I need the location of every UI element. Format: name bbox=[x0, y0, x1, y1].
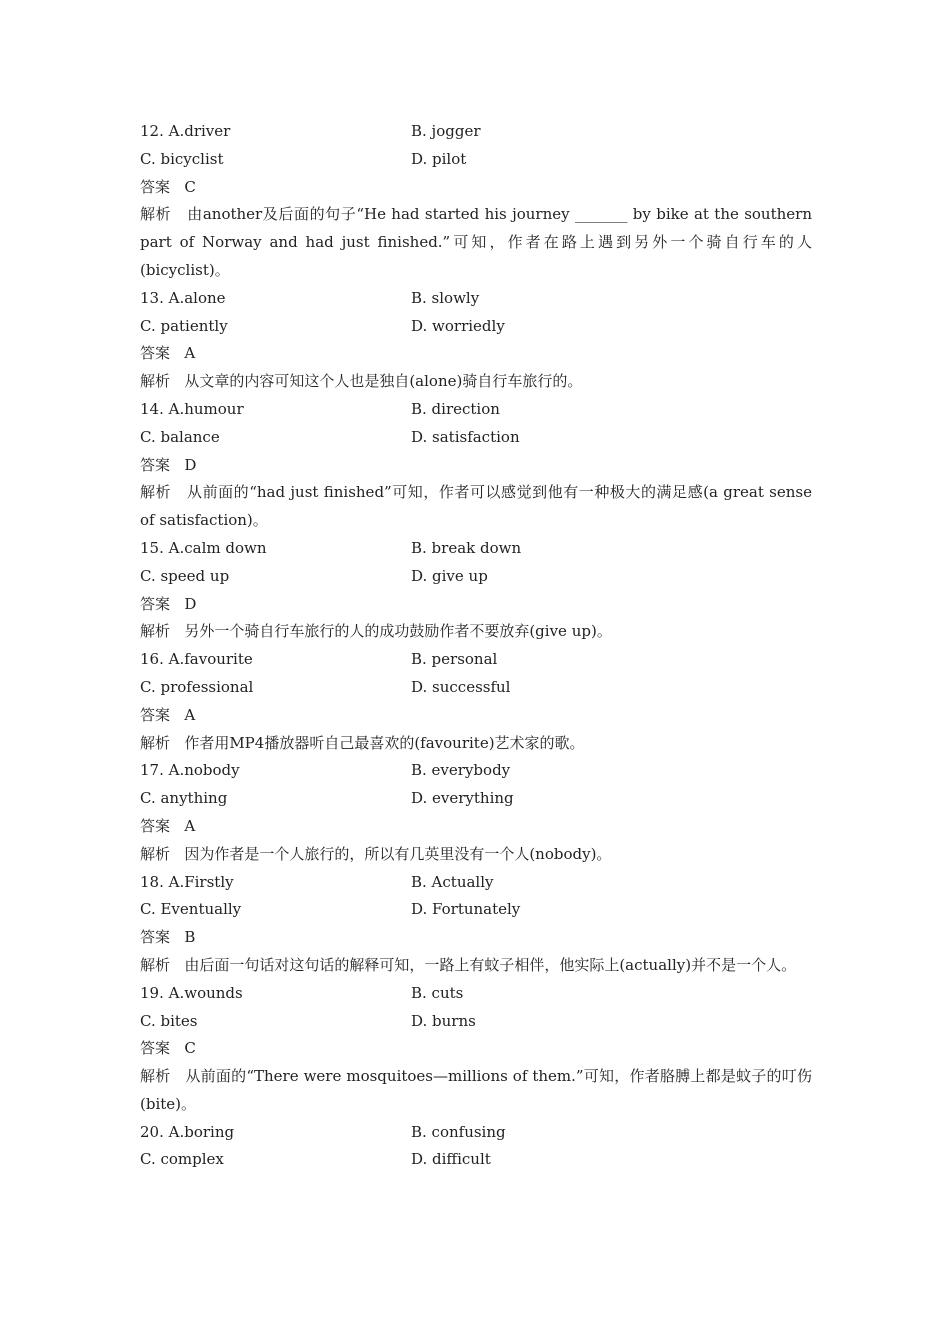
explanation bbox=[140, 201, 812, 284]
answer-line bbox=[140, 452, 812, 480]
explanation-text: 从前面的“had just finished”可知，作者可以感觉到他有一种极大的满足感(a great sense of satisfaction)。 bbox=[140, 483, 812, 530]
explanation-label: 解析 bbox=[140, 372, 171, 391]
option-d: D. difficult bbox=[411, 1150, 491, 1169]
answer-value: A bbox=[184, 344, 196, 363]
answer-value: B bbox=[184, 928, 196, 947]
option-row bbox=[140, 285, 812, 313]
answer-line bbox=[140, 924, 812, 952]
option-d: D. worriedly bbox=[411, 316, 505, 335]
option-d: D. Fortunately bbox=[411, 900, 521, 919]
explanation-label: 解析 bbox=[140, 622, 171, 641]
explanation-text: 由another及后面的句子“He had started his journey _______ by bike at the southern part of Norway and had just finished.”可知，作者在路上遇到另外一个骑自行车的人(bicyclist)。 bbox=[140, 205, 812, 279]
answer-label: 答案 bbox=[140, 928, 171, 947]
option-b: B. confusing bbox=[411, 1122, 506, 1141]
option-b: B. personal bbox=[411, 650, 498, 669]
answer-value: C bbox=[184, 177, 196, 196]
option-row bbox=[140, 757, 812, 785]
question-block bbox=[140, 535, 812, 646]
option-a: 16. A.favourite bbox=[140, 650, 253, 669]
option-row bbox=[140, 896, 812, 924]
option-c: C. anything bbox=[140, 789, 228, 808]
option-a: 19. A.wounds bbox=[140, 983, 243, 1002]
question-block bbox=[140, 869, 812, 980]
option-d: D. pilot bbox=[411, 149, 467, 168]
option-row bbox=[140, 1146, 812, 1174]
answer-value: D bbox=[184, 455, 197, 474]
question-block bbox=[140, 285, 812, 396]
explanation bbox=[140, 841, 812, 869]
answer-line bbox=[140, 813, 812, 841]
option-row bbox=[140, 869, 812, 897]
answer-label: 答案 bbox=[140, 455, 171, 474]
option-c: C. bites bbox=[140, 1011, 198, 1030]
question-block bbox=[140, 646, 812, 757]
option-a: 15. A.calm down bbox=[140, 538, 267, 557]
explanation bbox=[140, 479, 812, 535]
answer-line bbox=[140, 340, 812, 368]
option-c: C. speed up bbox=[140, 566, 230, 585]
answer-value: D bbox=[184, 594, 197, 613]
explanation-label: 解析 bbox=[140, 733, 171, 752]
option-b: B. everybody bbox=[411, 761, 511, 780]
option-row bbox=[140, 424, 812, 452]
explanation bbox=[140, 952, 812, 980]
answer-label: 答案 bbox=[140, 344, 171, 363]
explanation-label: 解析 bbox=[140, 844, 171, 863]
answer-label: 答案 bbox=[140, 705, 171, 724]
explanation-text: 作者用MP4播放器听自己最喜欢的(favourite)艺术家的歌。 bbox=[184, 733, 585, 752]
option-a: 14. A.humour bbox=[140, 399, 244, 418]
explanation-text: 从文章的内容可知这个人也是独自(alone)骑自行车旅行的。 bbox=[184, 372, 583, 391]
question-block bbox=[140, 118, 812, 285]
option-d: D. satisfaction bbox=[411, 427, 520, 446]
question-block bbox=[140, 396, 812, 535]
option-a: 20. A.boring bbox=[140, 1122, 235, 1141]
explanation-label: 解析 bbox=[140, 955, 171, 974]
explanation-text: 从前面的“There were mosquitoes—millions of them.”可知，作者胳膊上都是蚊子的叮伤(bite)。 bbox=[140, 1067, 812, 1113]
option-b: B. break down bbox=[411, 538, 522, 557]
answer-label: 答案 bbox=[140, 816, 171, 835]
explanation bbox=[140, 368, 812, 396]
explanation bbox=[140, 1063, 812, 1119]
option-b: B. cuts bbox=[411, 983, 464, 1002]
answer-line bbox=[140, 1035, 812, 1063]
explanation-text: 另外一个骑自行车旅行的人的成功鼓励作者不要放弃(give up)。 bbox=[184, 622, 612, 641]
option-a: 12. A.driver bbox=[140, 122, 231, 140]
option-row bbox=[140, 535, 812, 563]
explanation-text: 由后面一句话对这句话的解释可知，一路上有蚊子相伴，他实际上(actually)并不是一个人。 bbox=[184, 955, 797, 974]
answer-label: 答案 bbox=[140, 177, 171, 196]
option-row bbox=[140, 980, 812, 1008]
option-d: D. give up bbox=[411, 566, 488, 585]
explanation bbox=[140, 730, 812, 758]
answer-value: A bbox=[184, 705, 196, 724]
option-a: 13. A.alone bbox=[140, 288, 226, 307]
answer-value: C bbox=[184, 1039, 196, 1058]
question-block bbox=[140, 980, 812, 1119]
answer-value: A bbox=[184, 816, 196, 835]
option-d: D. everything bbox=[411, 789, 514, 808]
option-row bbox=[140, 646, 812, 674]
option-c: C. patiently bbox=[140, 316, 228, 335]
option-row bbox=[140, 563, 812, 591]
option-row bbox=[140, 396, 812, 424]
option-c: C. professional bbox=[140, 677, 254, 696]
option-b: B. jogger bbox=[411, 122, 481, 140]
explanation bbox=[140, 618, 812, 646]
option-c: C. Eventually bbox=[140, 900, 242, 919]
option-c: C. complex bbox=[140, 1150, 224, 1169]
explanation-text: 因为作者是一个人旅行的，所以有几英里没有一个人(nobody)。 bbox=[184, 844, 612, 863]
option-row bbox=[140, 146, 812, 174]
question-block bbox=[140, 757, 812, 868]
document-page bbox=[140, 118, 812, 1174]
option-b: B. Actually bbox=[411, 872, 494, 891]
option-c: C. balance bbox=[140, 427, 220, 446]
explanation-label: 解析 bbox=[140, 1067, 171, 1086]
question-block bbox=[140, 1119, 812, 1175]
option-d: D. successful bbox=[411, 677, 511, 696]
explanation-label: 解析 bbox=[140, 205, 172, 224]
option-row bbox=[140, 674, 812, 702]
option-a: 18. A.Firstly bbox=[140, 872, 234, 891]
answer-line bbox=[140, 591, 812, 619]
option-row bbox=[140, 118, 812, 146]
explanation-label: 解析 bbox=[140, 483, 172, 502]
answer-label: 答案 bbox=[140, 1039, 171, 1058]
answer-line bbox=[140, 702, 812, 730]
option-d: D. burns bbox=[411, 1011, 476, 1030]
option-row bbox=[140, 785, 812, 813]
option-b: B. direction bbox=[411, 399, 500, 418]
answer-line bbox=[140, 174, 812, 202]
option-row bbox=[140, 1008, 812, 1036]
answer-label: 答案 bbox=[140, 594, 171, 613]
option-row bbox=[140, 313, 812, 341]
option-a: 17. A.nobody bbox=[140, 761, 240, 780]
option-b: B. slowly bbox=[411, 288, 480, 307]
option-c: C. bicyclist bbox=[140, 149, 224, 168]
option-row bbox=[140, 1119, 812, 1147]
